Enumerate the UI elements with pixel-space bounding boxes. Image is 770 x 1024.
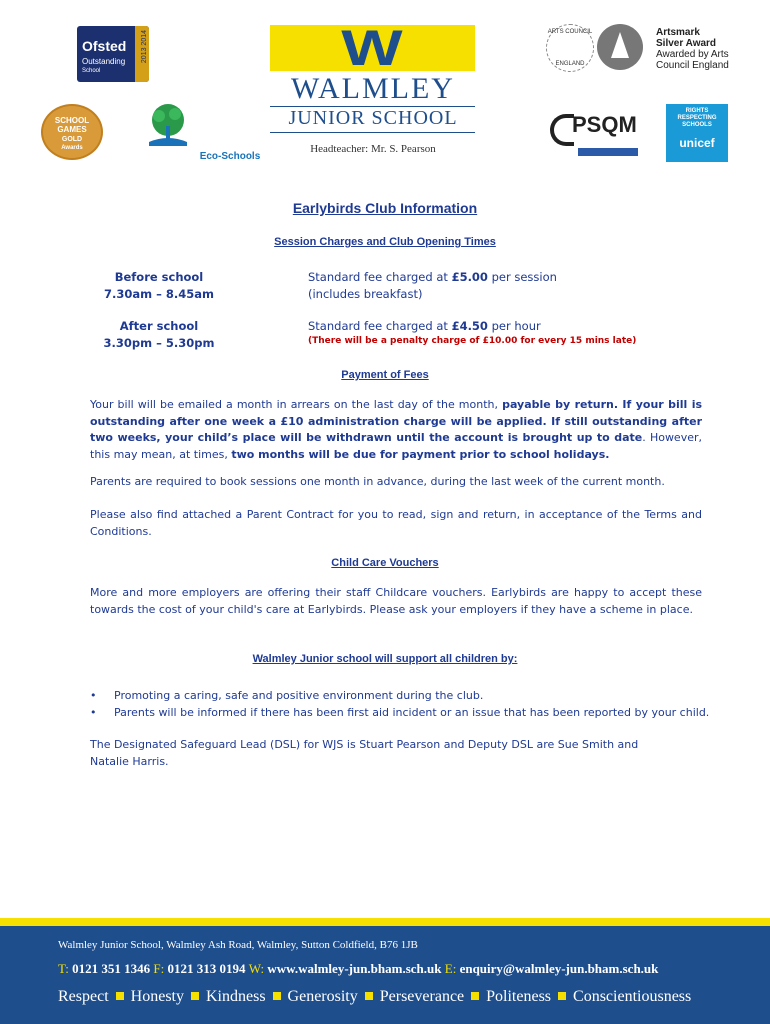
phone-label: T: [58,961,69,976]
school-values [58,988,691,1006]
after-school-time: 3.30pm – 5.30pm [103,336,215,350]
payment-bold-text: two months will be due for payment prior to school holidays. [231,447,610,461]
vouchers-heading: Child Care Vouchers [331,557,439,569]
school-logo-letter: W [341,20,403,76]
psqm-label: PSQM [572,112,637,137]
unicef-line-3: SCHOOLS [682,122,712,128]
unicef-brand: unicef [679,136,715,150]
fee-text: Standard fee charged at [308,319,452,333]
artsmark-line-3: Awarded by Arts [656,49,729,60]
payment-text: Your bill will be emailed a month in arrears on the last day of the month, [90,398,503,411]
unicef-line-2: RESPECTING [677,115,717,121]
value-conscientiousness: Conscientiousness [573,988,692,1005]
penalty-notice: (There will be a penalty charge of £10.00 for every 15 mins late) [308,336,637,346]
before-school-label: Before school [114,270,204,284]
after-school-label: After school [119,319,199,333]
ofsted-logo [77,26,149,82]
list-item: • Parents will be informed if there has been first aid incident or an issue that has been reported by your child. [90,704,750,721]
eco-tree-icon [137,102,199,148]
school-subname: JUNIOR SCHOOL [288,107,458,129]
artsmark-line-1: Artsmark [656,27,700,38]
after-school-block [84,318,234,352]
before-school-fee [308,269,557,303]
value-kindness: Kindness [205,988,266,1005]
support-heading: Walmley Junior school will support all children by: [252,653,518,665]
phone-number[interactable]: 0121 351 1346 [72,961,151,976]
email-link[interactable]: enquiry@walmley-jun.bham.sch.uk [459,961,659,976]
payment-heading: Payment of Fees [341,369,429,381]
vouchers-paragraph: More and more employers are offering their staff Childcare vouchers. Earlybirds are happy to accept these towards the cost of your child's care at Earlybirds. Please ask your employers if they have a scheme in place. [90,586,702,616]
ofsted-years: 2013 2014 [141,30,148,64]
page-title: Earlybirds Club Information [292,200,478,216]
psqm-logo [548,108,642,160]
arts-council-logo [546,24,594,72]
website-link[interactable]: www.walmley-jun.bham.sch.uk [267,961,442,976]
footer-stripe [0,918,770,926]
fax-number: 0121 313 0194 [167,961,246,976]
fee-amount: £5.00 [451,270,488,284]
arts-council-bottom-text: ENGLAND [555,61,585,67]
games-text-2: GAMES [57,125,87,134]
footer-contacts [58,961,658,977]
payment-text: . However, this may mean, at times, [90,431,702,461]
artsmark-icon [597,24,643,70]
sessions-heading: Session Charges and Club Opening Times [274,236,496,248]
before-school-time: 7.30am – 8.45am [104,287,214,301]
dsl-paragraph: The Designated Safeguard Lead (DSL) for WJS is Stuart Pearson and Deputy DSL are Sue Smith and Natalie Harris. [90,738,639,768]
support-list [90,687,750,721]
ofsted-sub: School [82,68,101,74]
logo-divider [270,132,475,133]
value-generosity: Generosity [287,988,358,1005]
fee-text: Standard fee charged at [308,270,452,284]
fee-amount: £4.50 [451,319,488,333]
value-perseverance: Perseverance [379,988,465,1005]
eco-schools-logo [137,102,261,162]
arts-council-ring-text: ARTS COUNCIL [547,29,593,35]
email-label: E: [444,961,457,976]
booking-paragraph: Parents are required to book sessions one month in advance, during the last week of the current month. [90,475,665,488]
headteacher: Headteacher: Mr. S. Pearson [310,143,436,155]
footer [0,926,770,1024]
footer-address: Walmley Junior School, Walmley Ash Road, Walmley, Sutton Coldfield, B76 1JB [58,939,418,951]
ofsted-grade: Outstanding [82,57,126,66]
artsmark-text [656,27,729,71]
school-name: WALMLEY [291,72,455,105]
unicef-rrs-logo [666,104,728,162]
value-respect: Respect [58,988,109,1005]
school-games-logo [41,104,103,160]
games-text-3: GOLD [61,136,83,143]
ofsted-name: Ofsted [82,38,127,54]
fee-note: (includes breakfast) [308,287,423,301]
artsmark-line-4: Council England [656,60,729,71]
before-school-block [84,269,234,303]
psqm-arc-icon [550,114,574,146]
games-text-1: SCHOOL [54,116,90,125]
contract-paragraph: Please also find attached a Parent Contract for you to read, sign and return, in acceptance of the Terms and Conditions. [90,508,702,538]
value-politeness: Politeness [486,988,552,1005]
list-item: • Promoting a caring, safe and positive environment during the club. [90,687,750,704]
web-label: W: [248,961,265,976]
fee-text: per hour [487,319,541,333]
fax-label: F: [153,961,165,976]
fee-text: per session [487,270,557,284]
games-text-4: Awards [61,145,83,151]
payment-bold-text: payable by return. If your bill is outstanding after one week a £10 administration charge will be applied. If still outstanding after two weeks, your child’s place will be withdrawn until the account is brought up to date [90,398,703,444]
unicef-line-1: RIGHTS [685,108,709,114]
value-honesty: Honesty [130,988,184,1005]
payment-paragraph [90,397,702,463]
eco-schools-label: Eco-Schools [199,151,261,162]
artsmark-line-2: Silver Award [656,38,717,49]
after-school-fee [308,318,541,335]
